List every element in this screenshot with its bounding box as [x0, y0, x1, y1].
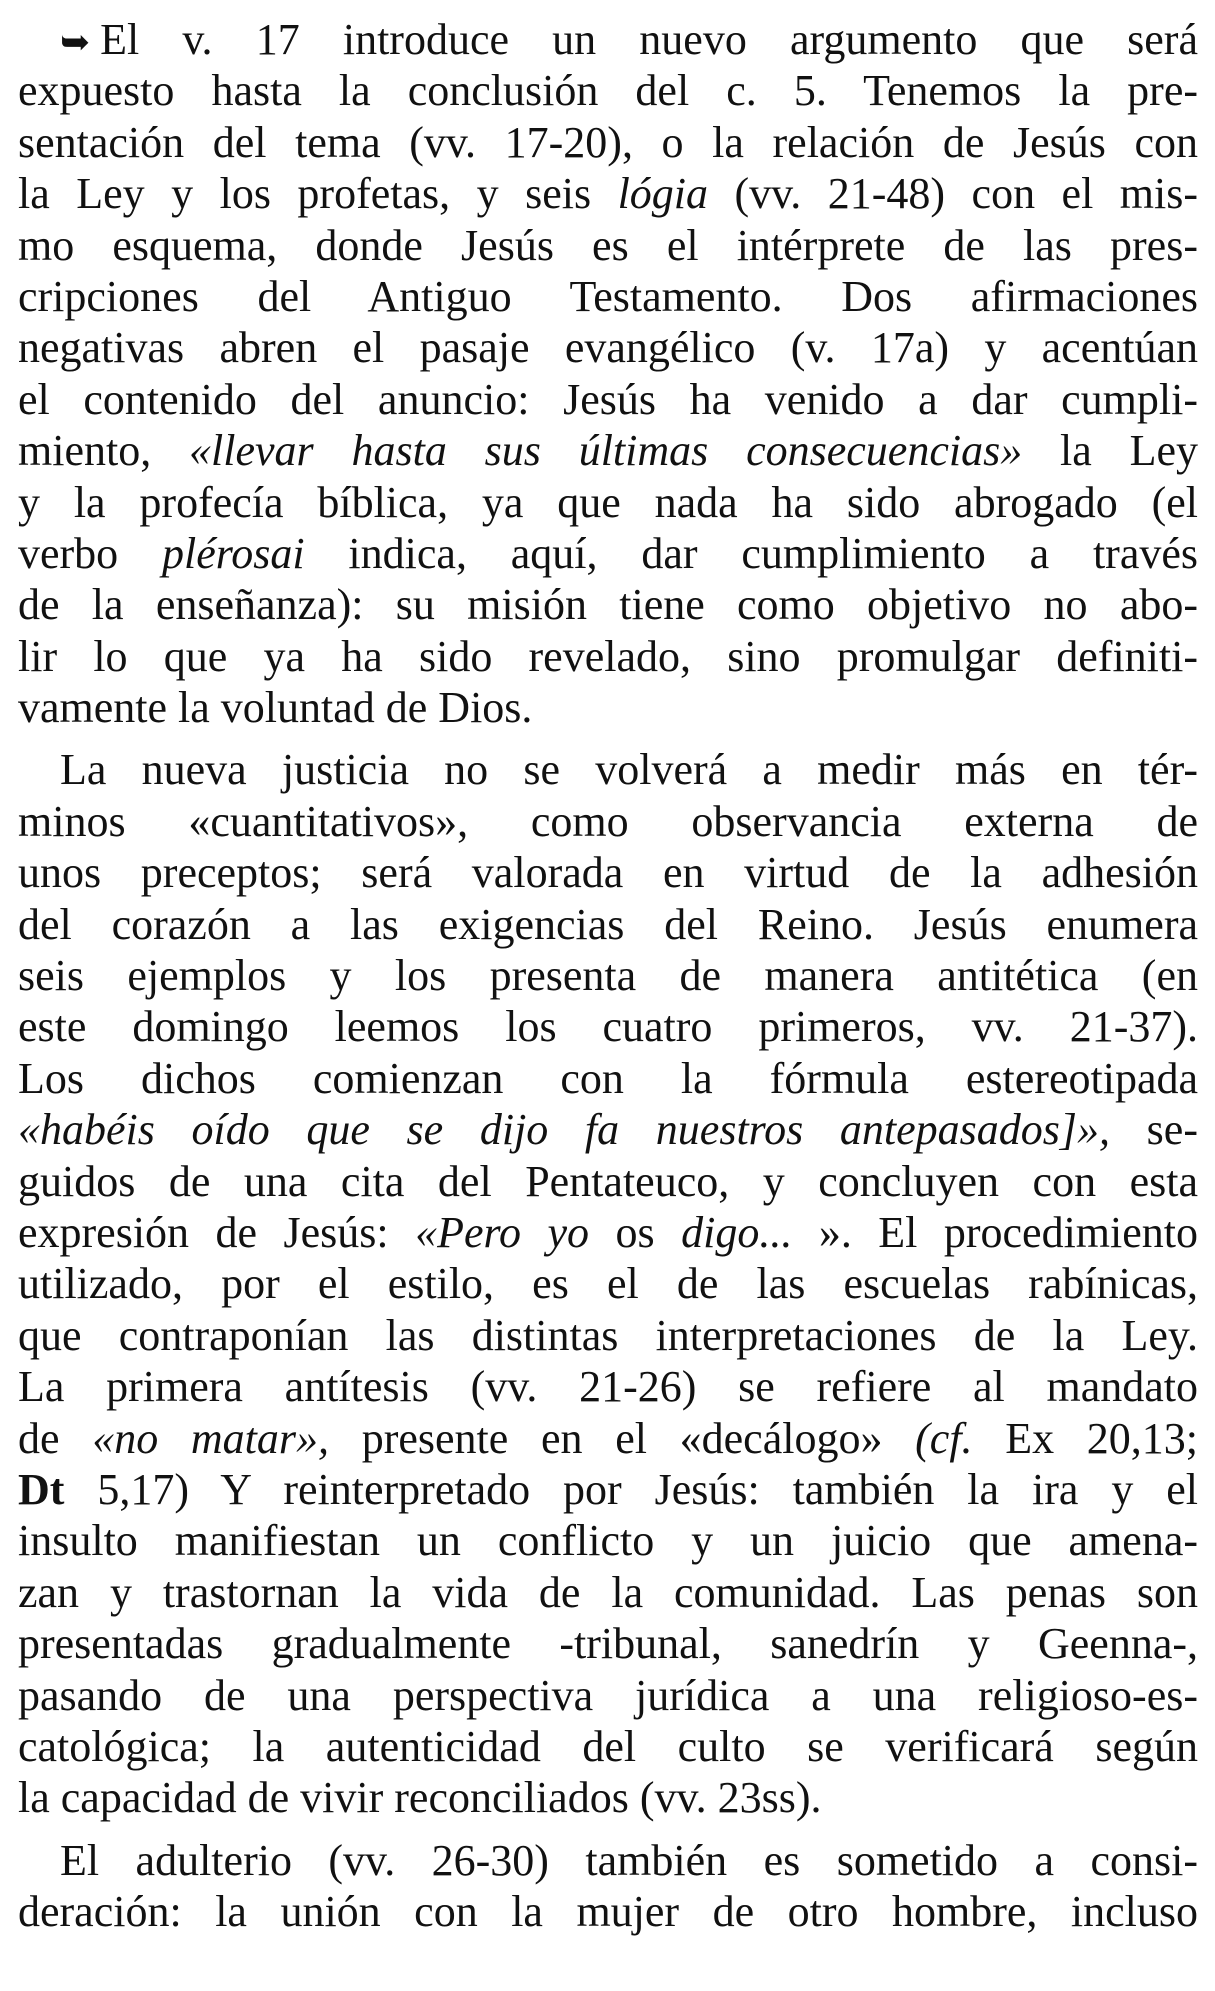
text-line — [18, 1413, 1198, 1464]
arrow-bullet-icon: ➥ — [60, 22, 91, 63]
text-line — [18, 1886, 1198, 1937]
text-line — [18, 1772, 1198, 1823]
text-run: que contraponían las distintas interpretaciones de la Ley. — [18, 1310, 1198, 1360]
text-line — [18, 1207, 1198, 1258]
italic-text: digo... — [681, 1207, 793, 1257]
text-run: El v. 17 introduce un nuevo argumento que será — [100, 15, 1198, 64]
text-line — [18, 950, 1198, 1001]
text-line — [18, 271, 1198, 322]
text-run: de — [18, 1413, 93, 1463]
text-line — [18, 631, 1198, 682]
text-line — [18, 1361, 1198, 1412]
text-line — [18, 1001, 1198, 1052]
italic-text: (cf. — [915, 1413, 973, 1463]
text-run: del corazón a las exigencias del Reino. Jesús enumera — [18, 899, 1198, 949]
text-run: insulto manifiestan un conflicto y un juicio que amena- — [18, 1516, 1198, 1566]
bold-text: Dt — [18, 1464, 65, 1514]
text-line — [18, 1618, 1198, 1669]
text-run: (vv. 21-48) con el mis- — [708, 169, 1198, 219]
text-line — [18, 220, 1198, 271]
text-run: os — [589, 1207, 682, 1257]
text-line — [18, 1567, 1198, 1618]
italic-text: lógia — [617, 169, 709, 219]
text-line — [18, 168, 1198, 219]
text-run: miento, — [18, 426, 190, 476]
text-run: expuesto hasta la conclusión del c. 5. Tenemos la pre- — [18, 66, 1198, 116]
text-run: El adulterio (vv. 26-30) también es sometido a consi- — [60, 1835, 1198, 1885]
text-run: pasando de una perspectiva jurídica a una religioso-es- — [18, 1670, 1198, 1720]
text-run: y la profecía bíblica, ya que nada ha sido abrogado (el — [18, 477, 1198, 527]
text-run: la capacidad de vivir reconciliados (vv. 23ss). — [18, 1773, 822, 1823]
text-line — [18, 1670, 1198, 1721]
text-run: ». El procedimiento — [792, 1207, 1198, 1257]
text-run: Ex 20,13; — [972, 1413, 1198, 1463]
document-page — [18, 14, 1198, 1937]
text-line — [18, 1258, 1198, 1309]
text-line — [18, 477, 1198, 528]
text-line — [18, 528, 1198, 579]
paragraph-3 — [18, 1835, 1198, 1938]
text-run: la Ley y los profetas, y seis — [18, 169, 618, 219]
text-run: de la enseñanza): su misión tiene como objetivo no abo- — [18, 580, 1198, 630]
text-run: el contenido del anuncio: Jesús ha venido a dar cumpli- — [18, 374, 1198, 424]
text-line — [18, 1464, 1198, 1515]
text-line — [18, 65, 1198, 116]
paragraph-gap — [18, 1824, 1198, 1835]
paragraph-gap — [18, 733, 1198, 744]
text-run: se- — [1110, 1105, 1198, 1155]
paragraph-2 — [18, 744, 1198, 1823]
text-run: guidos de una cita del Pentateuco, y concluyen con esta — [18, 1156, 1198, 1206]
text-run: cripciones del Antiguo Testamento. Dos afirmaciones — [18, 271, 1198, 321]
text-line — [18, 374, 1198, 425]
paragraph-1 — [18, 14, 1198, 733]
text-run: vamente la voluntad de Dios. — [18, 683, 533, 733]
italic-text: «habéis oído que se dijo fa nuestros antepasados]», — [18, 1105, 1111, 1155]
text-line — [18, 1156, 1198, 1207]
text-line — [18, 744, 1198, 795]
text-line — [18, 847, 1198, 898]
italic-text: «no matar», — [92, 1413, 330, 1463]
text-run: indica, aquí, dar cumplimiento a través — [304, 528, 1198, 578]
text-run: este domingo leemos los cuatro primeros, vv. 21-37). — [18, 1002, 1198, 1052]
italic-text: plérosai — [162, 528, 305, 578]
text-line — [18, 682, 1198, 733]
text-run: utilizado, por el estilo, es el de las escuelas rabínicas, — [18, 1259, 1198, 1309]
text-line — [18, 117, 1198, 168]
text-run: negativas abren el pasaje evangélico (v. 17a) y acentúan — [18, 323, 1198, 373]
text-run: deración: la unión con la mujer de otro hombre, incluso — [18, 1887, 1198, 1937]
text-line — [18, 1721, 1198, 1772]
text-line — [18, 425, 1198, 476]
text-line — [18, 1310, 1198, 1361]
text-run: La nueva justicia no se volverá a medir más en tér- — [60, 745, 1198, 795]
text-line — [18, 1053, 1198, 1104]
text-line — [18, 899, 1198, 950]
text-run: mo esquema, donde Jesús es el intérprete de las pres- — [18, 220, 1198, 270]
text-line — [18, 579, 1198, 630]
italic-text: «llevar hasta sus últimas consecuencias» — [189, 426, 1023, 476]
text-run: lir lo que ya ha sido revelado, sino promulgar definiti- — [18, 631, 1198, 681]
text-run: expresión de Jesús: — [18, 1207, 416, 1257]
text-run: seis ejemplos y los presenta de manera antitética (en — [18, 951, 1198, 1001]
text-run: presentadas gradualmente -tribunal, sanedrín y Geenna-, — [18, 1619, 1198, 1669]
text-line — [18, 14, 1198, 65]
text-run: unos preceptos; será valorada en virtud de la adhesión — [18, 848, 1198, 898]
text-run: verbo — [18, 528, 163, 578]
text-run: minos «cuantitativos», como observancia externa de — [18, 796, 1198, 846]
text-run: zan y trastornan la vida de la comunidad. Las penas son — [18, 1567, 1198, 1617]
text-run: 5,17) Y reinterpretado por Jesús: también la ira y el — [64, 1464, 1198, 1514]
text-run: presente en el «decálogo» — [329, 1413, 916, 1463]
italic-text: «Pero yo — [415, 1207, 590, 1257]
text-line — [18, 796, 1198, 847]
text-run: catológica; la autenticidad del culto se verificará según — [18, 1721, 1198, 1771]
text-line — [18, 1835, 1198, 1886]
text-run: La primera antítesis (vv. 21-26) se refiere al mandato — [18, 1362, 1198, 1412]
text-run: la Ley — [1022, 426, 1198, 476]
text-line — [18, 1104, 1198, 1155]
text-line — [18, 1515, 1198, 1566]
text-run: Los dichos comienzan con la fórmula estereotipada — [18, 1053, 1198, 1103]
text-run: sentación del tema (vv. 17-20), o la relación de Jesús con — [18, 117, 1198, 167]
text-line — [18, 322, 1198, 373]
